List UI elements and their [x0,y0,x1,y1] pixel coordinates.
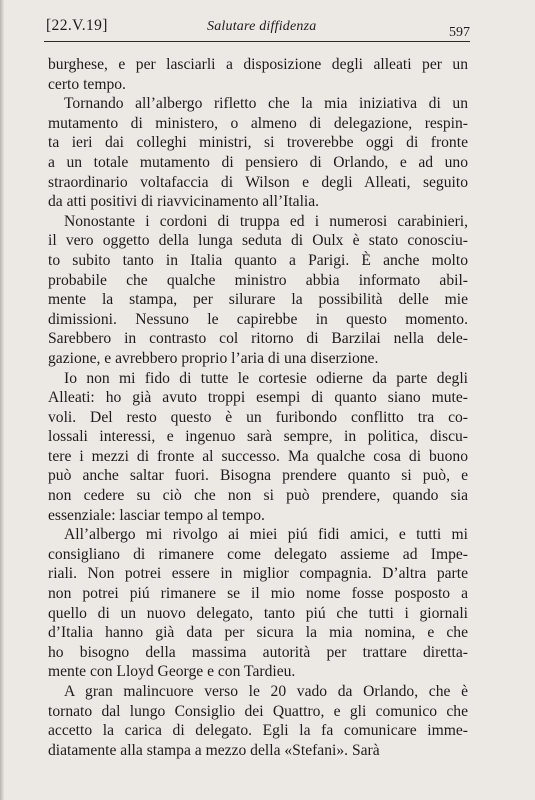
text-line: A gran malincuore verso le 20 vado da Orlando, che è [64,683,468,700]
paragraph [48,682,468,760]
page-number: 597 [449,25,470,40]
body-text [48,55,468,760]
text-line: tornato dal lungo Consiglio dei Quattro, e gli comunico che [48,702,468,720]
text-line: mente con Lloyd George e con Tardieu. [48,663,296,681]
text-line: il vero oggetto della lunga seduta di Oulx è stato conosciu- [48,232,468,250]
text-line: quello di un nuovo delegato, tanto piú che tutti i giornali [48,604,468,622]
text-line: ta ieri dai colleghi ministri, si troverebbe oggi di fronte [48,134,468,152]
text-line: tere i mezzi di fronte al successo. Ma qualche cosa di buono [48,447,468,465]
running-header [42,11,470,41]
page-edge-shadow [0,0,4,800]
text-line: consigliano di rimanere come delegato assieme ad Impe- [48,545,468,563]
text-line: mente la stampa, per silurare la possibilità delle mie [48,291,468,309]
paragraph [48,525,468,682]
text-line: straordinario voltafaccia di Wilson e degli Alleati, seguito [48,173,468,191]
text-line: a un totale mutamento di pensiero di Orlando, e ad uno [48,153,468,171]
text-line: mutamento di ministero, o almeno di delegazione, respin- [48,114,468,132]
text-line: ho bisogno della massima autorità per trattare diretta- [48,643,468,661]
text-line: to subito tanto in Italia quanto a Parigi. È anche molto [48,251,468,269]
header-title: Salutare diffidenza [207,19,317,34]
paragraph [48,55,468,94]
text-line: certo tempo. [48,75,126,93]
header-date: [22.V.19] [46,17,108,34]
text-line: diatamente alla stampa a mezzo della «Stefani». Sarà [48,741,380,759]
text-line: da atti positivi di riavvicinamento all’Italia. [48,193,320,211]
text-line: gazione, e avrebbero proprio l’aria di una diserzione. [48,349,379,367]
text-line: Tornando all’albergo rifletto che la mia iniziativa di un [64,95,468,113]
text-line: non potrei piú rimanere se il mio nome fosse posposto a [48,585,468,603]
text-line: dimissioni. Nessuno le capirebbe in questo momento. [48,310,468,328]
paragraph [48,94,468,212]
text-line: lossali interessi, e ingenuo sarà sempre, in politica, discu- [48,428,468,446]
text-line: burghese, e per lasciarli a disposizione degli alleati per un [48,56,468,73]
text-line: Sarebbero in contrasto col ritorno di Barzilai nella dele- [48,330,468,348]
text-line: voli. Del resto questo è un furibondo conflitto tra co- [48,408,468,426]
text-line: accetto la carica di delegato. Egli la fa comunicare imme- [48,722,468,740]
text-line: può anche saltar fuori. Bisogna prendere quanto si può, e [48,467,468,485]
text-line: Alleati: ho già avuto troppi esempi di quanto siano mute- [48,389,468,407]
text-line: riali. Non potrei essere in miglior compagnia. D’altra parte [48,565,468,583]
text-line: All’albergo mi rivolgo ai miei piú fidi amici, e tutti mi [64,526,468,544]
paragraph [48,212,468,369]
text-line: probabile che qualche ministro abbia informato abil- [48,271,468,289]
text-line: non cedere su ciò che non si può prendere, quando sia [48,487,468,505]
header-rule [44,41,470,42]
text-line: essenziale: lasciar tempo al tempo. [48,506,265,524]
text-line: Io non mi fido di tutte le cortesie odierne da parte degli [64,369,468,387]
paragraph [48,369,468,526]
text-line: d’Italia hanno già data per sicura la mia nomina, e che [48,624,468,642]
text-line: Nonostante i cordoni di truppa ed i numerosi carabinieri, [64,212,468,230]
